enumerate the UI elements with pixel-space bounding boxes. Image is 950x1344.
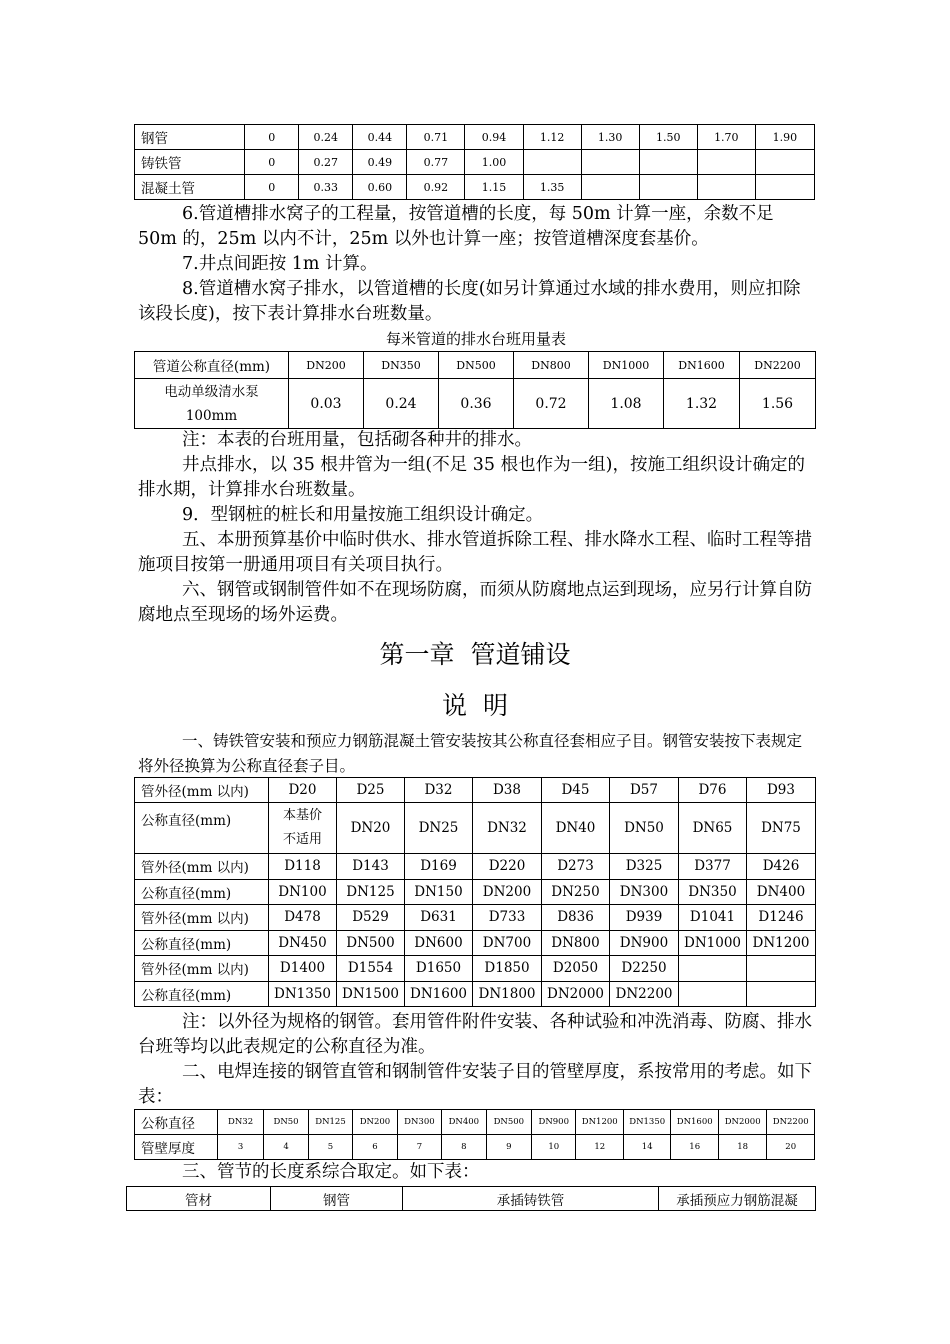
drainage-shift-table — [134, 351, 816, 429]
diameter-cell: DN2000 — [542, 981, 610, 1007]
table5-header: 钢管 — [271, 1187, 403, 1211]
dn-header: DN1600 — [664, 352, 740, 379]
coefficient-cell: 1.00 — [465, 150, 523, 175]
wall-thickness-table — [134, 1109, 815, 1160]
shift-value: 0.36 — [439, 379, 514, 429]
table5-header: 承插铸铁管 — [403, 1187, 659, 1211]
coefficient-cell — [755, 175, 814, 200]
coefficient-cell: 1.15 — [465, 175, 523, 200]
diameter-cell: DN600 — [405, 930, 473, 956]
diameter-cell — [679, 956, 747, 982]
diameter-conversion-table — [134, 777, 816, 1007]
diameter-cell: DN200 — [473, 879, 542, 905]
diameter-cell: DN1350 — [269, 981, 337, 1007]
diameter-cell: DN900 — [610, 930, 679, 956]
diameter-cell: D426 — [747, 854, 816, 880]
diameter-cell: D143 — [337, 854, 405, 880]
coefficient-cell: 0 — [245, 125, 299, 150]
dn-header: DN1000 — [589, 352, 664, 379]
diameter-cell: D325 — [610, 854, 679, 880]
coefficient-cell: 1.90 — [755, 125, 814, 150]
diameter-cell: DN800 — [542, 930, 610, 956]
diameter-cell: DN300 — [610, 879, 679, 905]
row-label: 管壁厚度 — [135, 1135, 218, 1160]
diameter-cell: D1554 — [337, 956, 405, 982]
paragraph-well-point: 井点排水，以 35 根井管为一组(不足 35 根也作为一组)，按施工组织设计确定的排水期，计算排水台班数量。 — [138, 455, 805, 500]
diameter-cell: D478 — [269, 905, 337, 931]
paragraph-7: 7.井点间距按 1m 计算。 — [182, 254, 378, 274]
coefficient-cell: 1.35 — [523, 175, 581, 200]
diameter-cell: DN1200 — [747, 930, 816, 956]
thickness-cell: 6 — [353, 1135, 397, 1160]
pipe-type-label: 钢管 — [135, 125, 245, 150]
dn-cell: DN300 — [397, 1110, 441, 1135]
outer-diameter-cell: D25 — [337, 778, 405, 803]
outer-diameter-cell: D20 — [269, 778, 337, 803]
coefficient-cell: 0.27 — [299, 150, 353, 175]
dn-cell: DN2000 — [718, 1110, 766, 1135]
diameter-cell: D1400 — [269, 956, 337, 982]
dn-cell: DN1200 — [576, 1110, 623, 1135]
diameter-cell: D2050 — [542, 956, 610, 982]
diameter-cell: DN350 — [679, 879, 747, 905]
note-2: 注：以外径为规格的钢管。套用管件附件安装、各种试验和冲洗消毒、防腐、排水台班等均以此表规定的公称直径为准。 — [138, 1012, 812, 1057]
coefficient-cell: 0.24 — [299, 125, 353, 150]
diameter-cell: D169 — [405, 854, 473, 880]
dn-header: DN500 — [439, 352, 514, 379]
coefficient-cell: 0.49 — [353, 150, 407, 175]
diameter-header-label: 管道公称直径(mm) — [135, 352, 289, 379]
dn-cell: DN200 — [353, 1110, 397, 1135]
coefficient-cell: 1.30 — [581, 125, 639, 150]
dn-header: DN350 — [364, 352, 439, 379]
thickness-cell: 14 — [623, 1135, 670, 1160]
coefficient-cell — [697, 150, 755, 175]
paragraph-three: 三、管节的长度系综合取定。如下表： — [182, 1162, 480, 1182]
row-label: 管外径(mm 以内) — [135, 778, 269, 803]
row-label: 公称直径 — [135, 1110, 218, 1135]
diameter-cell: DN1500 — [337, 981, 405, 1007]
coefficient-cell: 1.70 — [697, 125, 755, 150]
diameter-cell: D1850 — [473, 956, 542, 982]
not-applicable-line2: 不适用 — [282, 832, 322, 847]
diameter-cell: DN125 — [337, 879, 405, 905]
table-row — [135, 956, 816, 982]
coefficient-cell: 1.12 — [523, 125, 581, 150]
diameter-cell: DN1800 — [473, 981, 542, 1007]
table-row — [135, 150, 815, 175]
outer-diameter-cell: D76 — [679, 778, 747, 803]
pump-label-line1: 电动单级清水泵 — [164, 383, 259, 400]
coefficient-cell: 0.94 — [465, 125, 523, 150]
diameter-cell: D939 — [610, 905, 679, 931]
diameter-cell: DN500 — [337, 930, 405, 956]
dn-cell: DN900 — [532, 1110, 576, 1135]
pipe-type-label: 铸铁管 — [135, 150, 245, 175]
diameter-cell: D631 — [405, 905, 473, 931]
nominal-diameter-cell: DN50 — [610, 803, 679, 854]
nominal-diameter-cell: DN25 — [405, 803, 473, 854]
pipe-coefficient-table — [134, 124, 815, 200]
diameter-cell: DN1600 — [405, 981, 473, 1007]
dn-cell: DN125 — [308, 1110, 352, 1135]
dn-header: DN200 — [289, 352, 364, 379]
nominal-diameter-cell: DN20 — [337, 803, 405, 854]
diameter-cell: D220 — [473, 854, 542, 880]
note-1: 注：本表的台班用量，包括砌各种井的排水。 — [182, 430, 532, 450]
diameter-cell: D1650 — [405, 956, 473, 982]
outer-diameter-cell: D38 — [473, 778, 542, 803]
thickness-cell: 16 — [671, 1135, 718, 1160]
paragraph-6: 6.管道槽排水窝子的工程量，按管道槽的长度，每 50m 计算一座，余数不足 50m 的，25m 以内不计，25m 以外也计算一座；按管道槽深度套基价。 — [138, 204, 774, 249]
nominal-diameter-cell: DN75 — [747, 803, 816, 854]
coefficient-cell: 0.71 — [407, 125, 465, 150]
coefficient-cell: 0.44 — [353, 125, 407, 150]
diameter-cell: D118 — [269, 854, 337, 880]
diameter-cell: DN2200 — [610, 981, 679, 1007]
shift-value: 1.08 — [589, 379, 664, 429]
dn-cell: DN32 — [217, 1110, 263, 1135]
thickness-cell: 9 — [486, 1135, 531, 1160]
chapter-title: 第一章 管道铺设 — [379, 640, 571, 669]
thickness-cell: 4 — [264, 1135, 308, 1160]
thickness-cell: 7 — [397, 1135, 441, 1160]
table-row — [135, 879, 816, 905]
coefficient-cell — [697, 175, 755, 200]
coefficient-cell: 0.33 — [299, 175, 353, 200]
row-label: 公称直径(mm) — [135, 930, 269, 956]
thickness-cell: 18 — [718, 1135, 766, 1160]
outer-diameter-cell: D57 — [610, 778, 679, 803]
shift-value: 1.32 — [664, 379, 740, 429]
diameter-cell: DN150 — [405, 879, 473, 905]
dn-cell: DN1600 — [671, 1110, 718, 1135]
table5-header: 管材 — [127, 1187, 271, 1211]
row-label: 管外径(mm 以内) — [135, 854, 269, 880]
coefficient-cell — [523, 150, 581, 175]
dn-cell: DN2200 — [767, 1110, 815, 1135]
coefficient-cell: 0.60 — [353, 175, 407, 200]
diameter-cell: DN450 — [269, 930, 337, 956]
coefficient-cell: 0.77 — [407, 150, 465, 175]
dn-cell: DN400 — [442, 1110, 486, 1135]
nominal-diameter-cell: DN40 — [542, 803, 610, 854]
table-row — [135, 175, 815, 200]
coefficient-cell — [581, 150, 639, 175]
shift-value: 0.03 — [289, 379, 364, 429]
section-title: 说 明 — [442, 691, 508, 720]
coefficient-cell: 0 — [245, 175, 299, 200]
table-row — [135, 905, 816, 931]
table-row — [135, 854, 816, 880]
dn-cell: DN50 — [264, 1110, 308, 1135]
diameter-cell — [747, 956, 816, 982]
table-row — [135, 930, 816, 956]
dn-header: DN2200 — [740, 352, 816, 379]
table-row — [135, 981, 816, 1007]
row-label: 管外径(mm 以内) — [135, 956, 269, 982]
paragraph-six: 六、钢管或钢制管件如不在现场防腐，而须从防腐地点运到现场，应另行计算自防腐地点至现场的场外运费。 — [138, 580, 812, 625]
outer-diameter-cell: D93 — [747, 778, 816, 803]
shift-value: 0.72 — [514, 379, 589, 429]
not-applicable-cell — [269, 803, 337, 854]
diameter-cell — [747, 981, 816, 1007]
row-label: 公称直径(mm) — [135, 981, 269, 1007]
diameter-cell: D1246 — [747, 905, 816, 931]
table-caption: 每米管道的排水台班用量表 — [385, 330, 566, 348]
table-row — [135, 1135, 815, 1160]
paragraph-five: 五、本册预算基价中临时供水、排水管道拆除工程、排水降水工程、临时工程等措施项目按第一册通用项目有关项目执行。 — [138, 530, 812, 575]
outer-diameter-cell: D45 — [542, 778, 610, 803]
diameter-cell: D733 — [473, 905, 542, 931]
diameter-cell: DN250 — [542, 879, 610, 905]
diameter-cell: DN100 — [269, 879, 337, 905]
row-label: 公称直径(mm) — [135, 879, 269, 905]
thickness-cell: 8 — [442, 1135, 486, 1160]
paragraph-8: 8.管道槽水窝子排水，以管道槽的长度(如另计算通过水域的排水费用，则应扣除该段长度)，按下表计算排水台班数量。 — [138, 279, 801, 324]
diameter-cell: DN400 — [747, 879, 816, 905]
table-row — [135, 125, 815, 150]
paragraph-two: 二、电焊连接的钢管直管和钢制管件安装子目的管壁厚度，系按常用的考虑。如下表： — [138, 1062, 812, 1107]
thickness-cell: 10 — [532, 1135, 576, 1160]
dn-cell: DN1350 — [623, 1110, 670, 1135]
table-row — [135, 803, 816, 854]
thickness-cell: 5 — [308, 1135, 352, 1160]
coefficient-cell — [639, 150, 697, 175]
shift-value: 0.24 — [364, 379, 439, 429]
diameter-cell: D2250 — [610, 956, 679, 982]
diameter-cell: DN700 — [473, 930, 542, 956]
table-row — [135, 778, 816, 803]
nominal-diameter-cell: DN32 — [473, 803, 542, 854]
outer-diameter-cell: D32 — [405, 778, 473, 803]
dn-cell: DN500 — [486, 1110, 531, 1135]
coefficient-cell — [639, 175, 697, 200]
coefficient-cell: 0 — [245, 150, 299, 175]
pipe-length-table — [126, 1186, 816, 1211]
coefficient-cell — [581, 175, 639, 200]
diameter-cell — [679, 981, 747, 1007]
pipe-type-label: 混凝土管 — [135, 175, 245, 200]
not-applicable-line1: 本基价 — [282, 808, 322, 823]
coefficient-cell: 1.50 — [639, 125, 697, 150]
table5-header: 承插预应力钢筋混凝 — [659, 1187, 816, 1211]
pump-label-line2: 100mm — [185, 407, 238, 424]
paragraph-chapter-1: 一、铸铁管安装和预应力钢筋混凝土管安装按其公称直径套相应子目。钢管安装按下表规定将外径换算为公称直径套子目。 — [138, 732, 803, 775]
row-label: 公称直径(mm) — [135, 803, 269, 854]
diameter-cell: DN1000 — [679, 930, 747, 956]
diameter-cell: D377 — [679, 854, 747, 880]
diameter-cell: D273 — [542, 854, 610, 880]
diameter-cell: D1041 — [679, 905, 747, 931]
thickness-cell: 12 — [576, 1135, 623, 1160]
coefficient-cell: 0.92 — [407, 175, 465, 200]
thickness-cell: 3 — [217, 1135, 263, 1160]
coefficient-cell — [755, 150, 814, 175]
thickness-cell: 20 — [767, 1135, 815, 1160]
dn-header: DN800 — [514, 352, 589, 379]
paragraph-9: 9．型钢桩的桩长和用量按施工组织设计确定。 — [182, 505, 544, 525]
table-row — [135, 1110, 815, 1135]
row-label: 管外径(mm 以内) — [135, 905, 269, 931]
pump-label — [135, 379, 289, 429]
shift-value: 1.56 — [740, 379, 816, 429]
diameter-cell: D836 — [542, 905, 610, 931]
diameter-cell: D529 — [337, 905, 405, 931]
nominal-diameter-cell: DN65 — [679, 803, 747, 854]
